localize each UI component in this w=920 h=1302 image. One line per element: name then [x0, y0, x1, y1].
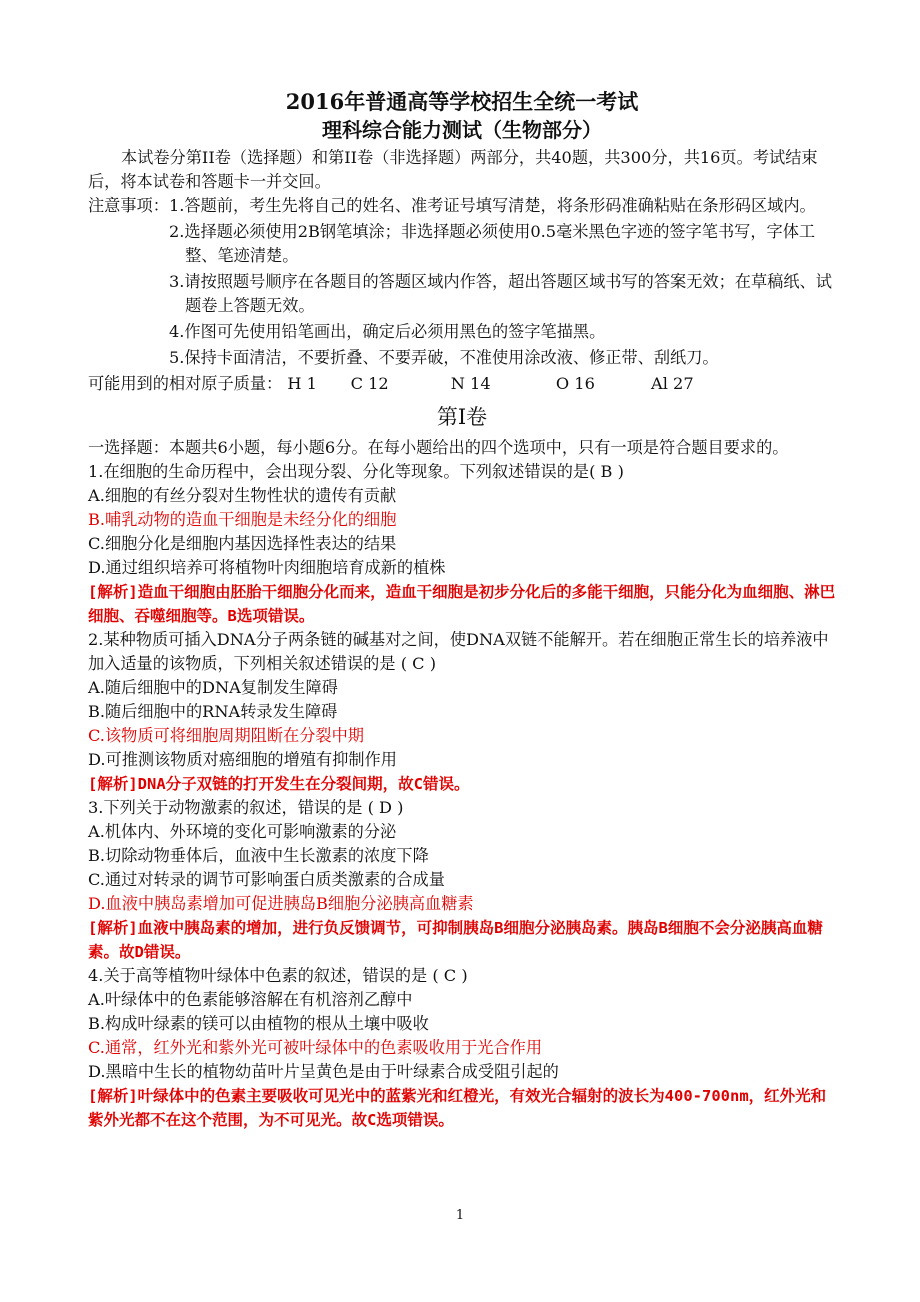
- note-item: 5.保持卡面清洁，不要折叠、不要弄破，不准使用涂改液、修正带、刮纸刀。: [168, 348, 719, 367]
- question-stem: 1.在细胞的生命历程中，会出现分裂、分化等现象。下列叙述错误的是( B ): [88, 462, 624, 481]
- option-d: D.通过组织培养可将植物叶肉细胞培育成新的植株: [88, 558, 446, 577]
- notes-list: [169, 194, 836, 372]
- atomic-masses: [88, 372, 836, 396]
- analysis: [解析]DNA分子双链的打开发生在分裂间期，故C错误。: [88, 775, 470, 793]
- atom-n: N 14: [450, 374, 491, 393]
- option-a: A.随后细胞中的DNA复制发生障碍: [88, 678, 338, 697]
- question-stem: 3.下列关于动物激素的叙述，错误的是 ( D ): [88, 798, 404, 817]
- notes-block: [88, 194, 836, 372]
- question-4: [88, 964, 836, 1132]
- question-stem: 2.某种物质可插入DNA分子两条链的碱基对之间，使DNA双链不能解开。若在细胞正常生长的培养液中加入适量的该物质，下列相关叙述错误的是 ( C ): [88, 630, 829, 673]
- note-item: 1.答题前，考生先将自己的姓名、准考证号填写清楚，将条形码准确粘贴在条形码区域内。: [168, 196, 816, 215]
- exam-intro: 本试卷分第II卷（选择题）和第II卷（非选择题）两部分，共40题，共300分，共16页。考试结束后，将本试卷和答题卡一并交回。: [88, 148, 818, 191]
- option-a: A.细胞的有丝分裂对生物性状的遗传有贡献: [88, 486, 397, 505]
- atom-al: Al 27: [651, 374, 694, 393]
- analysis: [解析]血液中胰岛素的增加，进行负反馈调节，可抑制胰岛B细胞分泌胰岛素。胰岛B细胞不会分泌胰高血糖素。故D错误。: [88, 919, 823, 961]
- note-item: 2.选择题必须使用2B钢笔填涂；非选择题必须使用0.5毫米黑色字迹的签字笔书写，字体工整、笔迹清楚。: [168, 222, 816, 265]
- question-stem: 4.关于高等植物叶绿体中色素的叙述，错误的是 ( C ): [88, 966, 468, 985]
- option-d: D.血液中胰岛素增加可促进胰岛B细胞分泌胰高血糖素: [88, 894, 474, 913]
- option-b: B.随后细胞中的RNA转录发生障碍: [88, 702, 338, 721]
- exam-subtitle: 理科综合能力测试（生物部分）: [322, 118, 602, 142]
- question-3: [88, 796, 836, 964]
- option-a: A.机体内、外环境的变化可影响激素的分泌: [88, 822, 397, 841]
- atomic-masses-label: 可能用到的相对原子质量：: [88, 374, 283, 393]
- atom-h: H 1: [287, 374, 317, 393]
- option-b: B.哺乳动物的造血干细胞是未经分化的细胞: [88, 510, 397, 529]
- option-c: C.通过对转录的调节可影响蛋白质类激素的合成量: [88, 870, 445, 889]
- option-b: B.切除动物垂体后，血液中生长激素的浓度下降: [88, 846, 429, 865]
- option-c: C.该物质可将细胞周期阻断在分裂中期: [88, 726, 364, 745]
- note-item: 3.请按照题号顺序在各题目的答题区域内作答，超出答题区域书写的答案无效；在草稿纸、试题卷上答题无效。: [168, 272, 832, 315]
- document-page: [88, 88, 836, 1132]
- option-a: A.叶绿体中的色素能够溶解在有机溶剂乙醇中: [88, 990, 413, 1009]
- analysis: [解析]造血干细胞由胚胎干细胞分化而来，造血干细胞是初步分化后的多能干细胞，只能分化为血细胞、淋巴细胞、吞噬细胞等。B选项错误。: [88, 583, 836, 625]
- question-1: [88, 460, 836, 628]
- option-d: D.可推测该物质对癌细胞的增殖有抑制作用: [88, 750, 397, 769]
- notes-label: 注意事项：: [88, 196, 169, 215]
- atom-c: C 12: [350, 374, 389, 393]
- section-intro: 一选择题：本题共6小题，每小题6分。在每小题给出的四个选项中，只有一项是符合题目要求的。: [88, 438, 789, 457]
- option-d: D.黑暗中生长的植物幼苗叶片呈黄色是由于叶绿素合成受阻引起的: [88, 1062, 559, 1081]
- option-c: C.通常，红外光和紫外光可被叶绿体中的色素吸收用于光合作用: [88, 1038, 543, 1057]
- atom-o: O 16: [555, 374, 595, 393]
- note-item: 4.作图可先使用铅笔画出，确定后必须用黑色的签字笔描黑。: [168, 322, 606, 341]
- option-c: C.细胞分化是细胞内基因选择性表达的结果: [88, 534, 397, 553]
- analysis: [解析]叶绿体中的色素主要吸收可见光中的蓝紫光和红橙光，有效光合辐射的波长为400-700nm，红外光和紫外光都不在这个范围，为不可见光。故C选项错误。: [88, 1087, 827, 1129]
- exam-title: 2016年普通高等学校招生全统一考试: [285, 89, 639, 114]
- question-2: [88, 628, 836, 796]
- section-title: 第I卷: [436, 405, 488, 429]
- page-number: 1: [455, 1208, 465, 1223]
- option-b: B.构成叶绿素的镁可以由植物的根从土壤中吸收: [88, 1014, 429, 1033]
